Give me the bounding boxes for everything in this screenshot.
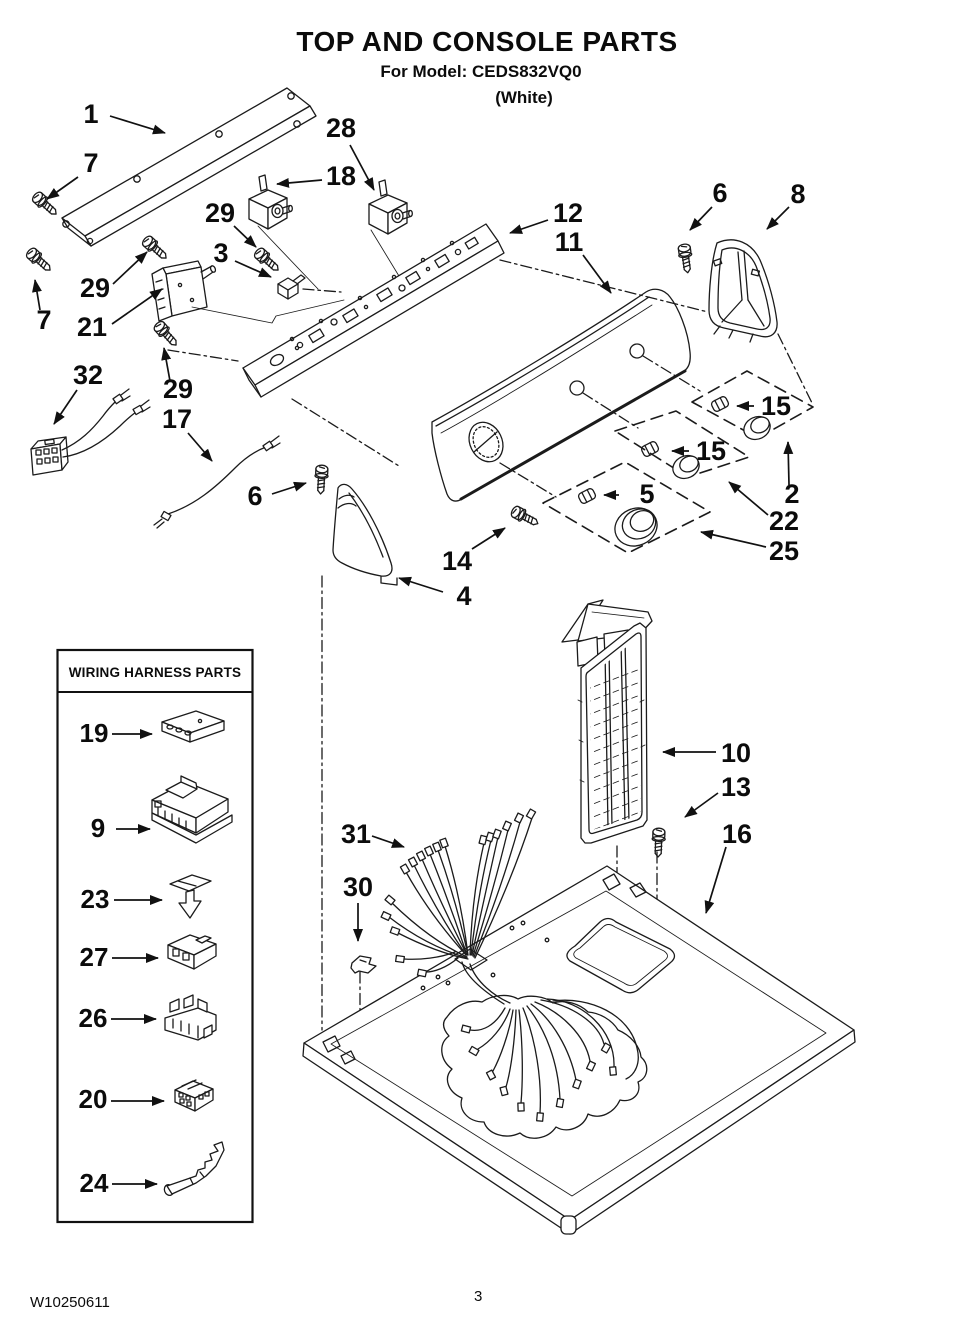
knob-clip-5: [577, 487, 596, 504]
callout-29-c: 29: [162, 374, 194, 404]
part-20-block-connector: [175, 1080, 213, 1111]
callout-15-middle: 15: [695, 436, 727, 466]
callout-6-left: 6: [247, 481, 263, 511]
box-callout-19: 19: [79, 718, 109, 748]
page-title: TOP AND CONSOLE PARTS: [296, 26, 678, 57]
console-panel-11: [432, 289, 690, 501]
console-bracket-12: [243, 224, 504, 397]
box-callout-20: 20: [78, 1084, 108, 1114]
callout-10: 10: [720, 738, 752, 768]
callout-4: 4: [456, 581, 472, 611]
timer-21: [152, 261, 216, 321]
callout-17: 17: [161, 404, 193, 434]
callout-22: 22: [768, 506, 800, 536]
screw-29a: [140, 234, 170, 263]
callout-29-a: 29: [204, 198, 236, 228]
callout-6-right: 6: [712, 178, 728, 208]
wiring-harness-box: [58, 650, 253, 1222]
callout-30: 30: [342, 872, 374, 902]
clip-3: [278, 275, 305, 299]
callout-29-b: 29: [79, 273, 111, 303]
part-27-connector: [168, 935, 216, 969]
box-callout-24: 24: [79, 1168, 109, 1198]
part-19-terminal-block: [162, 711, 224, 742]
callout-13: 13: [720, 772, 752, 802]
callout-1: 1: [83, 99, 99, 129]
callout-16: 16: [721, 819, 753, 849]
callout-11: 11: [554, 227, 584, 257]
knob-clip-15-upper: [710, 395, 729, 412]
screw-7b: [24, 246, 54, 275]
screw-7a: [30, 190, 60, 219]
box-callout-27: 27: [79, 942, 109, 972]
box-callout-9: 9: [90, 813, 106, 843]
top-panel-16: [303, 866, 855, 1234]
callout-31: 31: [340, 819, 372, 849]
callout-3: 3: [213, 238, 229, 268]
callout-2: 2: [784, 479, 800, 509]
finish-line: (White): [495, 88, 553, 107]
clip-30: [351, 956, 376, 973]
screw-6-left: [314, 465, 328, 494]
screw-14: [509, 504, 541, 529]
wiring-box-title: WIRING HARNESS PARTS: [68, 665, 242, 680]
part-9-connector: [152, 776, 232, 843]
document-number: W10250611: [30, 1294, 110, 1311]
callout-18: 18: [325, 161, 357, 191]
callouts: [35, 99, 806, 941]
part-23-clip: [170, 875, 211, 918]
box-callout-26: 26: [78, 1003, 108, 1033]
callout-15-upper: 15: [760, 391, 792, 421]
callout-21: 21: [76, 312, 108, 342]
screw-29c: [152, 319, 181, 349]
screw-6-right: [677, 243, 694, 273]
knob-5: [609, 501, 663, 552]
callout-7-bottom: 7: [36, 305, 52, 335]
part-26-comb-connector: [165, 995, 216, 1040]
callout-12: 12: [552, 198, 584, 228]
callout-28: 28: [325, 113, 357, 143]
part-24-crimp-terminal: [163, 1142, 224, 1197]
callout-7-top: 7: [83, 148, 99, 178]
switch-28: [369, 180, 412, 234]
box-callout-23: 23: [80, 884, 110, 914]
callout-8: 8: [790, 179, 806, 209]
end-cap-8: [709, 240, 777, 342]
lint-screen-10: [562, 600, 652, 843]
callout-25: 25: [768, 536, 800, 566]
callout-32: 32: [72, 360, 104, 390]
callout-5: 5: [639, 479, 655, 509]
wire-harness-32: [31, 389, 150, 475]
model-line: For Model: CEDS832VQ0: [380, 62, 582, 81]
page-number: 3: [474, 1288, 483, 1305]
callout-14: 14: [441, 546, 473, 576]
end-cap-4: [333, 484, 397, 585]
screw-13: [652, 828, 666, 857]
